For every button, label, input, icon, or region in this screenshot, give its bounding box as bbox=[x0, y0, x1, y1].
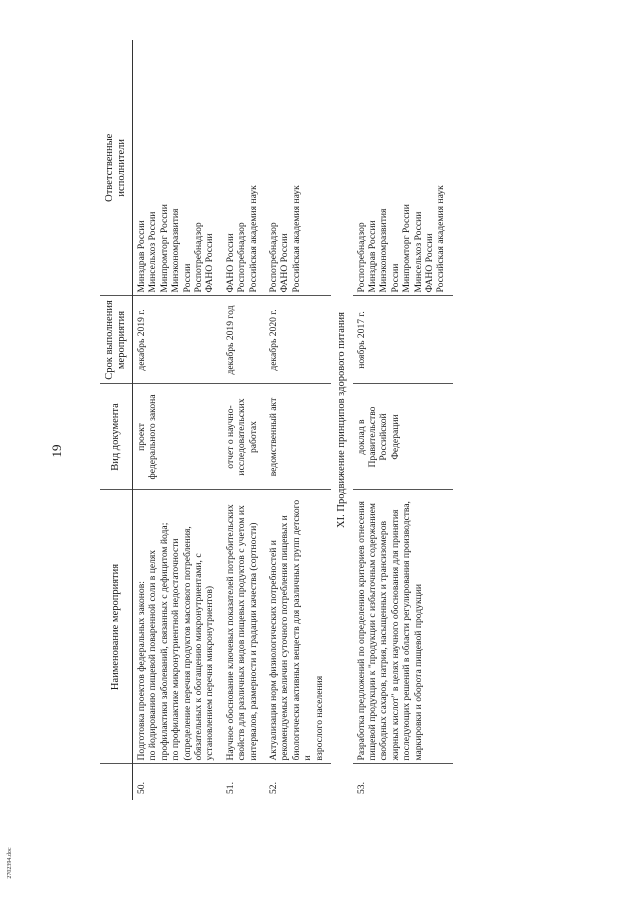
responsible-item: Минсельхоз России bbox=[147, 211, 159, 293]
row-name bbox=[265, 490, 331, 764]
responsible-item: ФАНО России bbox=[224, 233, 236, 293]
row-document-line: работах bbox=[247, 421, 259, 453]
row-responsible bbox=[133, 40, 222, 296]
responsible-item: Минэкономразвития bbox=[170, 208, 182, 293]
responsible-item: Российская академия наук bbox=[290, 185, 302, 293]
row-name-line: Актуализация норм физиологических потребностей и bbox=[268, 540, 280, 761]
row-name-line: по йодированию пищевой поваренной соли в целях bbox=[147, 549, 159, 761]
responsible-item: Российская академия наук bbox=[435, 185, 447, 293]
rotated-page-content bbox=[100, 40, 545, 800]
row-document bbox=[353, 384, 453, 490]
row-document-line: Российской bbox=[378, 413, 390, 461]
header-name: Наименование мероприятия bbox=[100, 490, 133, 764]
row-name-line: рекомендуемых величин суточного потребления пищевых и bbox=[279, 515, 291, 761]
row-document-line: Правительство bbox=[366, 406, 378, 468]
row-name-line: обязательных к обогащению микронутриентами, с bbox=[193, 553, 205, 761]
row-name bbox=[353, 490, 453, 764]
responsible-item: Российская академия наук bbox=[247, 185, 259, 293]
responsible-item: Роспотребнадзор bbox=[193, 222, 205, 293]
row-name-line: маркировки и оборота пищевой продукции bbox=[412, 583, 424, 761]
responsible-item: Минздрав России bbox=[136, 220, 147, 293]
table-row bbox=[133, 40, 222, 800]
row-number: 53. bbox=[353, 764, 453, 800]
row-name-line: биологически активных веществ для различных групп детского и bbox=[290, 499, 314, 761]
row-name-line: (определение перечня продуктов массового потребления, bbox=[181, 526, 193, 761]
responsible-item: ФАНО России bbox=[279, 233, 291, 293]
row-document-line: отчет о научно- bbox=[224, 405, 236, 469]
responsible-item: Минэкономразвития bbox=[378, 208, 390, 293]
responsible-item: Минпромторг России bbox=[158, 204, 170, 293]
header-number bbox=[100, 764, 133, 800]
row-name-line: последующих решений в области регулирования производства, bbox=[401, 501, 413, 761]
responsible-item: Роспотребнадзор bbox=[236, 222, 248, 293]
header-responsible bbox=[100, 40, 133, 296]
row-number: 51. bbox=[222, 764, 265, 800]
row-name-line: по профилактике микронутриентной недостаточности bbox=[170, 538, 182, 761]
table-row bbox=[265, 40, 331, 800]
row-document-line: Федерации bbox=[389, 414, 401, 460]
row-document-line: доклад в bbox=[355, 419, 367, 455]
row-number: 52. bbox=[265, 764, 331, 800]
row-name-line: свойств для различных видов пищевых продуктов с учетом их bbox=[236, 505, 248, 761]
row-responsible bbox=[353, 40, 453, 296]
footer-doc-code: 2702394.doc bbox=[7, 847, 13, 879]
row-responsible bbox=[222, 40, 265, 296]
section-title: XI. Продвижение принципов здорового питания bbox=[336, 312, 348, 528]
responsible-item: Роспотребнадзор bbox=[268, 222, 280, 293]
header-document: Вид документа bbox=[100, 384, 133, 490]
row-name-line: интервалов, размерности и градации качества (сортности) bbox=[247, 522, 259, 761]
row-name bbox=[222, 490, 265, 764]
row-name-line: Научное обоснование ключевых показателей потребительских bbox=[224, 504, 236, 761]
row-document bbox=[222, 384, 265, 490]
responsible-item: Роспотребнадзор bbox=[355, 222, 367, 293]
row-document-line: проект bbox=[136, 423, 147, 451]
responsible-item: России bbox=[389, 263, 401, 293]
row-responsible bbox=[265, 40, 331, 296]
section-row bbox=[331, 40, 352, 800]
row-document bbox=[133, 384, 222, 490]
responsible-item: Минсельхоз России bbox=[412, 211, 424, 293]
header-deadline-line2: мероприятия bbox=[116, 310, 127, 370]
header-deadline-line1: Срок выполнения bbox=[104, 300, 115, 380]
row-deadline: декабрь 2020 г. bbox=[265, 296, 331, 384]
row-deadline: ноябрь 2017 г. bbox=[353, 296, 453, 384]
row-document bbox=[265, 384, 331, 490]
row-name-line: жирных кислот" в целях научного обоснования для принятия bbox=[389, 509, 401, 761]
row-name-line: профилактики заболеваний, связанных с дефицитом йода; bbox=[158, 522, 170, 761]
responsible-item: ФАНО России bbox=[423, 233, 435, 293]
header-deadline bbox=[100, 296, 133, 384]
table-row bbox=[353, 40, 453, 800]
row-document-line: федерального закона bbox=[147, 394, 159, 480]
header-responsible-line2: исполнители bbox=[116, 138, 127, 197]
row-number: 50. bbox=[133, 764, 222, 800]
responsible-item: России bbox=[181, 263, 193, 293]
row-deadline: декабрь 2019 г. bbox=[133, 296, 222, 384]
row-document-line: исследовательских bbox=[236, 398, 248, 476]
table-header-row bbox=[100, 40, 133, 800]
page-number: 19 bbox=[49, 444, 64, 458]
row-document-line: ведомственный акт bbox=[268, 397, 280, 477]
row-name-line: пищевой продукции к "продукции с избыточным содержанием bbox=[366, 503, 378, 761]
row-name-line: Подготовка проектов федеральных законов: bbox=[136, 581, 147, 761]
row-name bbox=[133, 490, 222, 764]
row-name-line: свободных сахаров, натрия, насыщенных и трансизомеров bbox=[378, 520, 390, 761]
responsible-item: Минздрав России bbox=[366, 220, 378, 293]
row-name-line: установлением перечня микронутриентов) bbox=[204, 585, 216, 761]
header-responsible-line1: Ответственные bbox=[104, 133, 115, 202]
row-name-line: Разработка предложений по определению критериев отнесения bbox=[355, 501, 367, 761]
responsible-item: Минпромторг России bbox=[401, 204, 413, 293]
row-name-line: взрослого населения bbox=[313, 675, 325, 761]
table-row bbox=[222, 40, 265, 800]
responsible-item: ФАНО России bbox=[204, 233, 216, 293]
row-deadline: декабрь 2019 год bbox=[222, 296, 265, 384]
measures-table bbox=[100, 40, 453, 800]
